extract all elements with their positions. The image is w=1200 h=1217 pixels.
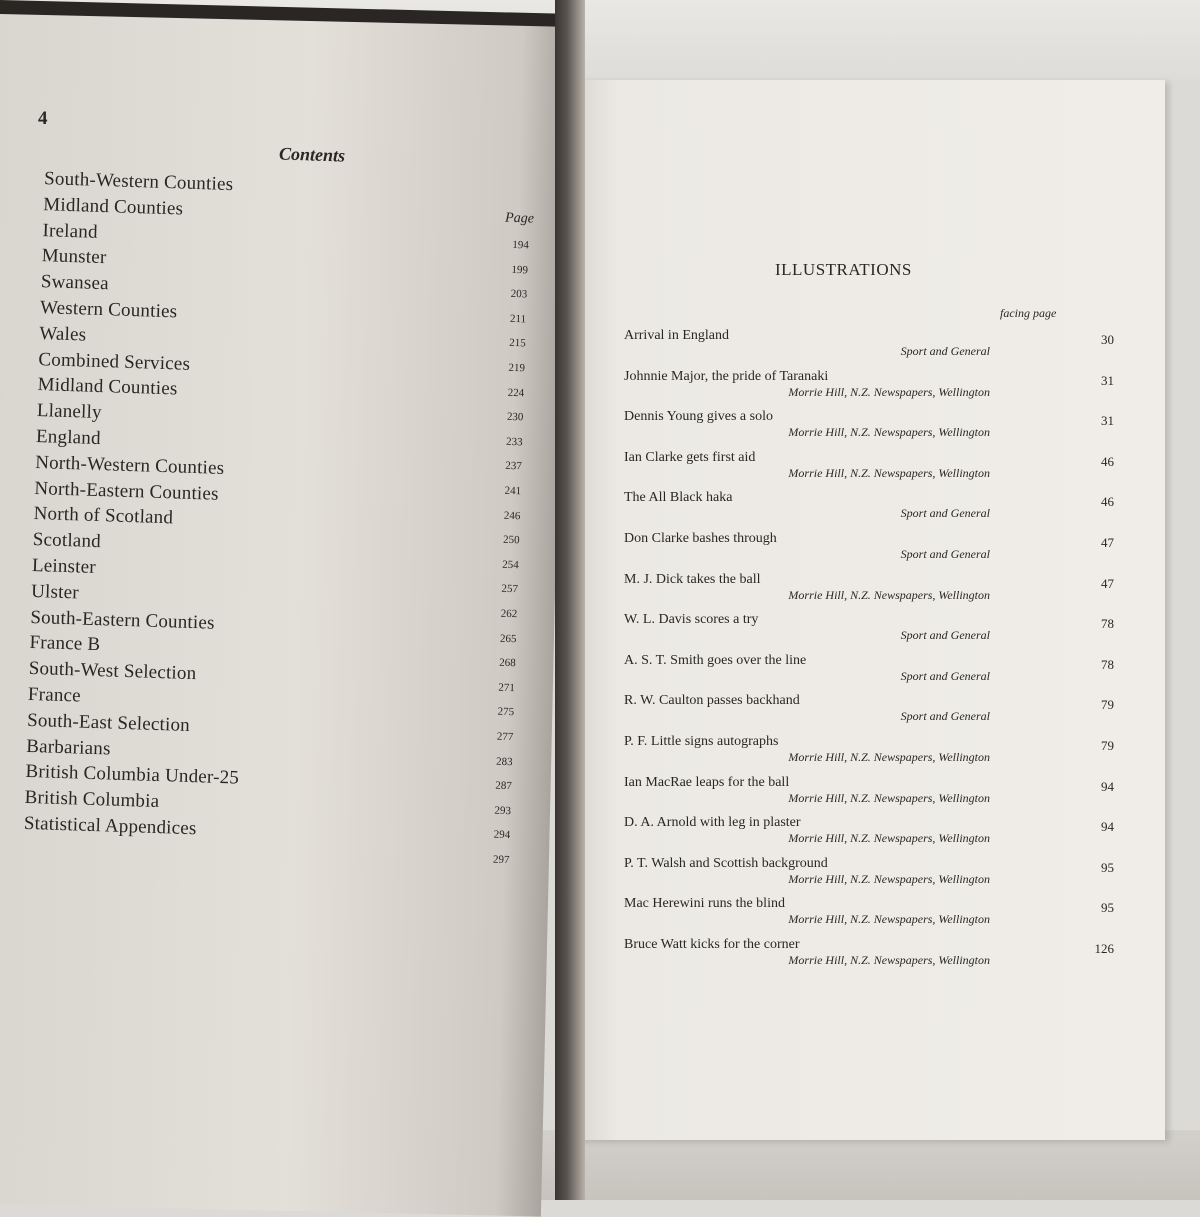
- contents-entry-title: Leinster: [31, 554, 97, 578]
- contents-entry-page: 294: [493, 828, 511, 842]
- contents-entry-title: Statistical Appendices: [23, 812, 197, 840]
- illustrations-page: [570, 80, 1165, 1140]
- contents-entry-title: Llanelly: [36, 400, 103, 424]
- illustration-credit: Sport and General: [900, 628, 990, 643]
- illustration-caption: Johnnie Major, the pride of Taranaki: [624, 368, 829, 384]
- contents-entry-page: 268: [498, 656, 516, 670]
- contents-entry-page: 277: [496, 730, 514, 744]
- contents-entry-title: British Columbia: [24, 787, 160, 813]
- contents-entry-title: France: [27, 683, 82, 707]
- illustration-caption: Ian MacRae leaps for the ball: [624, 774, 790, 790]
- contents-entry-title: South-West Selection: [28, 658, 197, 685]
- illustration-page-number: 31: [1101, 413, 1114, 429]
- illustration-entry: [624, 815, 1114, 853]
- contents-entry-title: Midland Counties: [37, 374, 178, 400]
- page-number: 4: [38, 108, 48, 130]
- contents-entry-page: 262: [500, 607, 518, 621]
- contents-entry-title: France B: [29, 632, 101, 656]
- illustration-caption: The All Black haka: [624, 490, 733, 506]
- contents-entry-page: 293: [494, 804, 512, 817]
- contents-entry-page: 246: [503, 509, 521, 522]
- contents-entry-page: 297: [492, 853, 510, 867]
- illustration-entry: [624, 856, 1114, 894]
- contents-entry-title: Swansea: [40, 271, 110, 295]
- page-column-header: Page: [504, 210, 535, 227]
- contents-entry-title: Barbarians: [26, 735, 111, 760]
- illustration-credit: Sport and General: [900, 344, 990, 358]
- contents-entry-page: 224: [507, 386, 525, 399]
- illustration-entry: [624, 612, 1114, 650]
- illustration-page-number: 79: [1101, 738, 1114, 753]
- illustration-credit: Morrie Hill, N.Z. Newspapers, Wellington: [788, 831, 990, 846]
- illustration-page-number: 46: [1101, 494, 1114, 510]
- contents-entry-title: North-Western Counties: [34, 451, 225, 479]
- illustration-page-number: 31: [1101, 372, 1114, 388]
- illustration-credit: Morrie Hill, N.Z. Newspapers, Wellington: [788, 425, 990, 440]
- illustration-entry: [624, 409, 1114, 447]
- contents-entry-title: England: [35, 426, 102, 450]
- illustration-page-number: 78: [1101, 616, 1114, 632]
- illustration-credit: Morrie Hill, N.Z. Newspapers, Wellington: [788, 587, 990, 602]
- illustration-credit: Sport and General: [900, 709, 990, 724]
- contents-entry-page: 241: [504, 484, 522, 498]
- contents-entry-title: Western Counties: [39, 297, 178, 323]
- illustration-credit: Morrie Hill, N.Z. Newspapers, Wellington: [788, 953, 990, 967]
- illustration-entry: [624, 653, 1114, 691]
- illustration-credit: Morrie Hill, N.Z. Newspapers, Wellington: [788, 871, 990, 886]
- contents-entry-page: 194: [512, 238, 529, 252]
- contents-entry-page: 257: [501, 583, 519, 596]
- illustration-page-number: 46: [1101, 453, 1114, 469]
- contents-entry-page: 230: [506, 411, 524, 424]
- illustration-entry: [624, 775, 1114, 813]
- contents-entry-title: Ulster: [30, 580, 80, 604]
- illustration-caption: Bruce Watt kicks for the corner: [624, 937, 800, 952]
- illustration-credit: Morrie Hill, N.Z. Newspapers, Wellington: [788, 465, 990, 480]
- illustration-caption: Mac Herewini runs the blind: [624, 896, 785, 912]
- contents-entry-title: Munster: [41, 245, 107, 269]
- contents-entry-title: North of Scotland: [33, 503, 174, 529]
- contents-entry-page: 199: [511, 263, 529, 276]
- contents-entry-page: 287: [495, 779, 512, 793]
- illustration-entry: [624, 937, 1114, 975]
- illustration-page-number: 94: [1101, 778, 1114, 794]
- illustration-page-number: 126: [1094, 941, 1114, 956]
- contents-entry-title: Wales: [38, 322, 87, 346]
- illustration-caption: P. T. Walsh and Scottish background: [624, 855, 828, 871]
- illustration-page-number: 95: [1101, 900, 1114, 916]
- illustration-credit: Sport and General: [900, 547, 990, 561]
- contents-entry-title: South-Eastern Counties: [30, 606, 215, 634]
- illustration-entry: [624, 693, 1114, 731]
- contents-title: Contents: [278, 143, 346, 166]
- illustration-credit: Morrie Hill, N.Z. Newspapers, Wellington: [788, 790, 990, 805]
- contents-entry-page: 250: [502, 533, 520, 547]
- contents-entry-title: British Columbia Under-25: [25, 761, 240, 789]
- illustration-entry: [624, 896, 1114, 934]
- contents-entry-title: Midland Counties: [43, 193, 184, 220]
- illustration-page-number: 47: [1101, 575, 1114, 591]
- facing-page-header: facing page: [1000, 306, 1057, 320]
- contents-entry-title: Ireland: [42, 219, 99, 243]
- illustration-entry: [624, 572, 1114, 610]
- illustration-caption: W. L. Davis scores a try: [624, 612, 759, 628]
- contents-entry-page: 203: [510, 288, 528, 301]
- illustration-caption: Ian Clarke gets first aid: [624, 449, 756, 465]
- illustration-caption: R. W. Caulton passes backhand: [624, 693, 800, 709]
- contents-entry-page: 219: [508, 361, 526, 375]
- illustration-caption: M. J. Dick takes the ball: [624, 571, 761, 587]
- illustration-entry: [624, 531, 1114, 569]
- contents-entry-page: 271: [498, 681, 516, 694]
- contents-entry-title: South-Western Counties: [43, 168, 234, 196]
- contents-entry-page: 215: [509, 337, 526, 350]
- illustration-page-number: 47: [1101, 535, 1114, 550]
- illustrations-title: ILLUSTRATIONS: [775, 260, 912, 279]
- illustration-entry: [624, 369, 1114, 407]
- illustration-caption: A. S. T. Smith goes over the line: [624, 652, 807, 668]
- illustration-credit: Morrie Hill, N.Z. Newspapers, Wellington: [788, 384, 990, 399]
- illustration-credit: Morrie Hill, N.Z. Newspapers, Wellington: [788, 750, 990, 764]
- contents-page: [0, 0, 564, 1216]
- illustration-page-number: 79: [1101, 697, 1114, 713]
- illustration-caption: D. A. Arnold with leg in plaster: [624, 815, 801, 831]
- illustration-page-number: 95: [1101, 859, 1114, 875]
- illustration-credit: Morrie Hill, N.Z. Newspapers, Wellington: [788, 912, 990, 927]
- contents-entry-page: 265: [499, 632, 517, 645]
- illustration-credit: Sport and General: [900, 668, 990, 683]
- contents-entry-page: 254: [502, 558, 519, 572]
- illustration-caption: Don Clarke bashes through: [624, 531, 777, 546]
- illustration-entry: [624, 734, 1114, 772]
- illustration-entry: [624, 450, 1114, 488]
- illustration-caption: P. F. Little signs autographs: [624, 734, 779, 749]
- contents-entry-page: 283: [495, 755, 513, 768]
- contents-entry-page: 211: [509, 312, 527, 326]
- illustration-entry: [624, 328, 1114, 366]
- contents-entry-title: Scotland: [32, 529, 102, 553]
- illustration-caption: Dennis Young gives a solo: [624, 409, 773, 425]
- contents-entry-title: North-Eastern Counties: [34, 477, 220, 505]
- contents-entry-title: South-East Selection: [26, 709, 191, 736]
- contents-entry-page: 237: [505, 460, 523, 473]
- contents-entry-title: Combined Services: [38, 348, 191, 375]
- illustration-credit: Sport and General: [900, 506, 990, 521]
- illustration-page-number: 78: [1101, 656, 1114, 672]
- illustration-page-number: 94: [1101, 819, 1114, 835]
- illustration-caption: Arrival in England: [624, 328, 729, 343]
- contents-entry-page: 233: [505, 435, 523, 449]
- illustration-entry: [624, 490, 1114, 528]
- illustration-page-number: 30: [1101, 332, 1114, 347]
- contents-entry-page: 275: [497, 706, 515, 719]
